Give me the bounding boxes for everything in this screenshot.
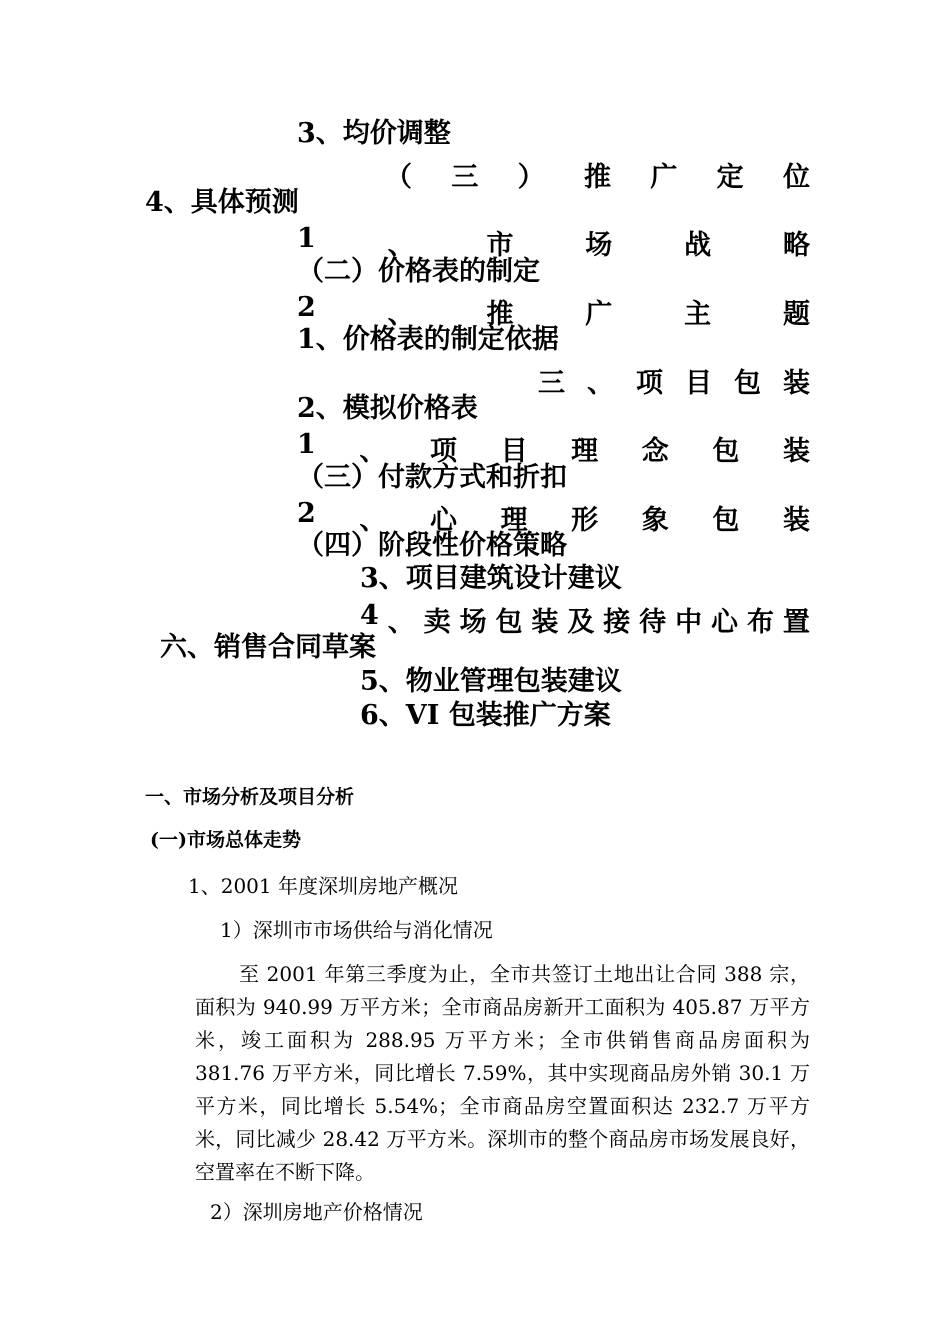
outline-glyph: 、 <box>587 368 614 399</box>
outline-glyph: 理 <box>500 505 528 536</box>
outline-glyph: 象 <box>641 505 669 536</box>
outline-glyph: 1 <box>297 223 316 254</box>
outline-glyph: 包 <box>712 436 740 467</box>
outline-glyph: 位 <box>782 162 810 193</box>
outline-line-2 <box>385 155 810 194</box>
outline-glyph: 2 <box>297 292 316 323</box>
outline-glyph: 包 <box>712 505 740 536</box>
outline-glyph: 置 <box>782 607 810 638</box>
outline-glyph: 项 <box>636 368 663 399</box>
outline-line-13: （四）阶段性价格策略 <box>297 530 567 561</box>
outline-line-9: 2、模拟价格表 <box>297 393 478 424</box>
outline-glyph: 卖 <box>423 607 451 638</box>
topic-item-2: 2）深圳房地产价格情况 <box>210 1200 423 1224</box>
outline-line-18: 6、VI 包装推广方案 <box>360 700 611 731</box>
outline-glyph: 广 <box>585 299 613 330</box>
topic-item-1: 1）深圳市市场供给与消化情况 <box>220 918 493 942</box>
outline-glyph: 形 <box>571 505 599 536</box>
outline-glyph: 项 <box>429 436 457 467</box>
outline-glyph: 念 <box>641 436 669 467</box>
outline-glyph: 略 <box>782 230 810 261</box>
outline-glyph: 理 <box>571 436 599 467</box>
outline-glyph: 主 <box>684 299 712 330</box>
outline-glyph: 定 <box>716 162 744 193</box>
outline-glyph: 4 <box>360 600 379 631</box>
outline-line-3: 4、具体预测 <box>145 187 299 218</box>
topic-heading: 1、2001 年度深圳房地产概况 <box>188 874 458 898</box>
outline-glyph: 三 <box>451 162 479 193</box>
outline-glyph: 三 <box>538 368 565 399</box>
outline-glyph: 广 <box>650 162 678 193</box>
outline-glyph: 心 <box>711 607 739 638</box>
outline-glyph: 、 <box>359 505 387 536</box>
subsection-heading: (一)市场总体走势 <box>150 829 301 851</box>
outline-glyph: 待 <box>639 607 667 638</box>
outline-glyph: 、 <box>387 607 415 638</box>
outline-glyph: （ <box>385 162 412 193</box>
outline-glyph: 装 <box>531 607 559 638</box>
outline-glyph: ） <box>517 162 545 193</box>
outline-glyph: 装 <box>782 505 810 536</box>
outline-line-11: （三）付款方式和折扣 <box>297 462 567 493</box>
outline-glyph: 推 <box>583 162 611 193</box>
outline-glyph: 题 <box>782 299 810 330</box>
outline-glyph: 包 <box>734 368 761 399</box>
outline-glyph: 、 <box>387 230 415 261</box>
outline-line-17: 5、物业管理包装建议 <box>360 666 622 697</box>
outline-line-5: （二）价格表的制定 <box>297 256 540 287</box>
outline-glyph: 接 <box>603 607 631 638</box>
outline-glyph: 推 <box>486 299 514 330</box>
outline-glyph: 2 <box>297 498 316 529</box>
outline-glyph: 中 <box>675 607 703 638</box>
outline-glyph: 心 <box>429 505 457 536</box>
outline-line-15 <box>360 600 810 639</box>
outline-glyph: 、 <box>387 299 415 330</box>
outline-line-8 <box>538 361 810 400</box>
outline-glyph: 目 <box>685 368 712 399</box>
outline-glyph: 及 <box>567 607 595 638</box>
outline-line-14: 3、项目建筑设计建议 <box>360 563 622 594</box>
outline-line-16: 六、销售合同草案 <box>160 632 376 663</box>
outline-line-7: 1、价格表的制定依据 <box>297 324 559 355</box>
outline-glyph: 包 <box>495 607 523 638</box>
outline-glyph: 1 <box>297 429 316 460</box>
outline-glyph: 市 <box>486 230 514 261</box>
outline-glyph: 装 <box>782 436 810 467</box>
section-heading: 一、市场分析及项目分析 <box>145 786 355 808</box>
outline-glyph: 目 <box>500 436 528 467</box>
body-paragraph: 至 2001 年第三季度为止，全市共签订土地出让合同 388 宗，面积为 940.99 万平方米；全市商品房新开工面积为 405.87 万平方米，竣工面积为 288.95 万平方米；全市供销售商品房面积为 381.76 万平方米，同比增长 7.59%，其中实现商品房外销 30.1 万平方米，同比增长 5.54%；全市商品房空置面积达 232.7 万平方米，同比减少 28.42 万平方米。深圳市的整个商品房市场发展良好，空置率在不断下降。 <box>195 962 810 1184</box>
outline-glyph: 、 <box>359 436 387 467</box>
outline-glyph: 装 <box>783 368 810 399</box>
outline-line-1: 3、均价调整 <box>297 118 451 149</box>
outline-glyph: 战 <box>684 230 712 261</box>
outline-glyph: 布 <box>746 607 774 638</box>
outline-glyph: 场 <box>585 230 613 261</box>
outline-glyph: 场 <box>459 607 487 638</box>
